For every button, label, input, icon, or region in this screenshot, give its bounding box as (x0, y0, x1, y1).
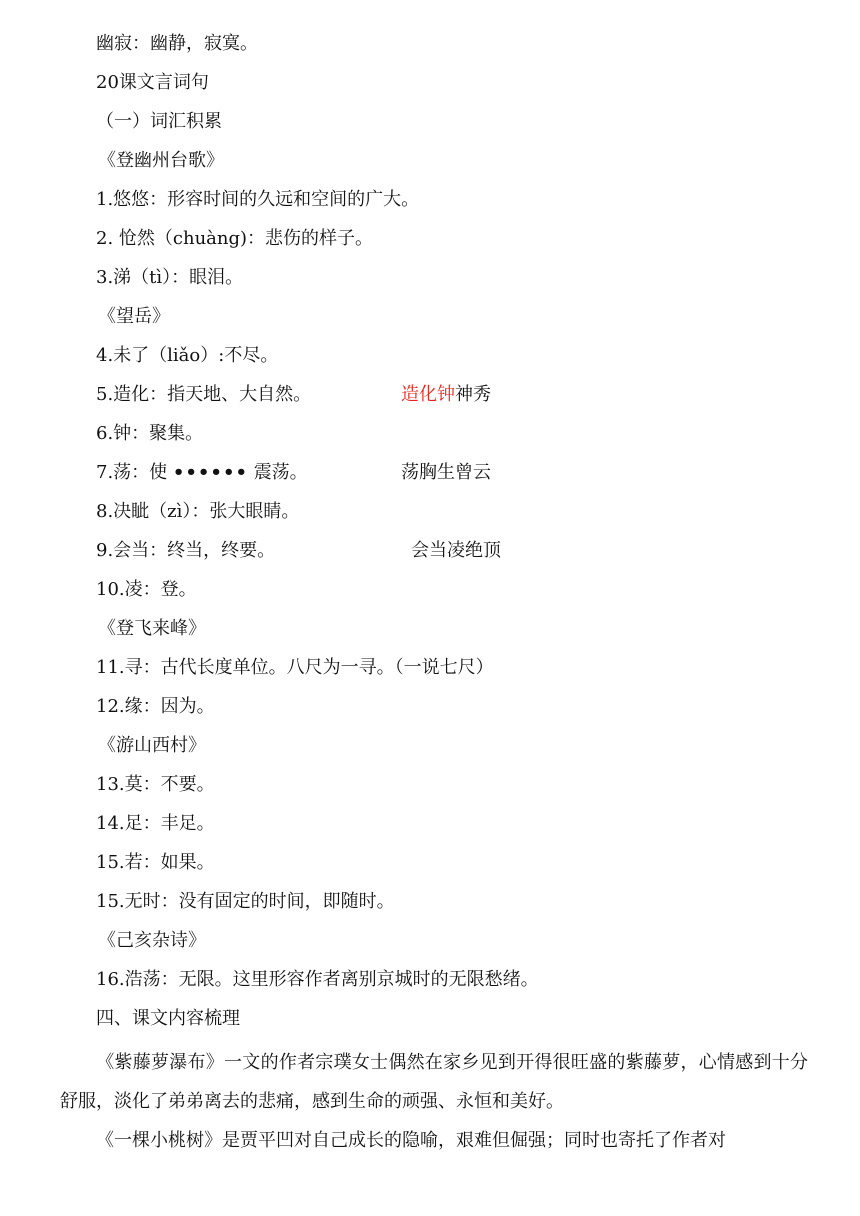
vocab-item: 10.凌：登。 (96, 579, 197, 600)
text-line: 幽寂：幽静，寂寞。 (96, 33, 258, 54)
poem-title: 《登幽州台歌》 (98, 150, 224, 171)
vocab-item (96, 459, 308, 487)
summary-paragraph (60, 1121, 808, 1160)
section-heading: 四、课文内容梳理 (96, 1008, 240, 1029)
vocab-item: 5.造化：指天地、大自然。 (96, 384, 312, 405)
vocab-item: 1.悠悠：形容时间的久远和空间的广大。 (96, 189, 420, 210)
vocab-text: 震荡。 (253, 462, 308, 483)
vocab-item: 14.足：丰足。 (96, 813, 215, 834)
paragraph-text: 《一棵小桃树》是贾平凹对自己成长的隐喻，艰难但倔强；同时也寄托了作者对 (96, 1130, 726, 1151)
vocab-item: 4.未了（liǎo）:不尽。 (96, 345, 279, 366)
vocab-item: 12.缘：因为。 (96, 696, 215, 717)
vocab-item: 9.会当：终当，终要。 (96, 540, 276, 561)
subsection-heading: （一）词汇积累 (96, 111, 222, 132)
vocab-text: 7.荡：使 (96, 462, 168, 483)
poem-title: 《望岳》 (98, 306, 170, 327)
vocab-item: 15.无时：没有固定的时间，即随时。 (96, 891, 395, 912)
summary-paragraph (60, 1043, 808, 1121)
paragraph-text: 《紫藤萝瀑布》一文的作者宗璞女士偶然在家乡见到开得很旺盛的紫藤萝，心情感到十分舒服，淡化了弟弟离去的悲痛，感到生命的顽强、永恒和美好。 (60, 1052, 808, 1112)
side-note-quote: 会当凌绝顶 (411, 540, 501, 561)
poem-title: 《己亥杂诗》 (98, 930, 206, 951)
vocab-item: 15.若：如果。 (96, 852, 215, 873)
side-note-text: 神秀 (455, 384, 491, 405)
vocab-item: 2. 怆然（chuàng)：悲伤的样子。 (96, 228, 374, 249)
vocab-item: 16.浩荡：无限。这里形容作者离别京城时的无限愁绪。 (96, 969, 539, 990)
ellipsis-dots: •••••• (172, 462, 248, 483)
vocab-item: 3.涕（tì）：眼泪。 (96, 267, 244, 288)
vocab-item: 13.莫：不要。 (96, 774, 215, 795)
section-heading: 20课文言词句 (96, 72, 209, 93)
side-note-quote (401, 381, 491, 409)
vocab-item: 6.钟：聚集。 (96, 423, 204, 444)
vocab-item: 8.决眦（zì）：张大眼睛。 (96, 501, 300, 522)
poem-title: 《游山西村》 (98, 735, 206, 756)
highlight-text: 造化钟 (401, 384, 455, 405)
side-note-quote: 荡胸生曾云 (401, 462, 491, 483)
poem-title: 《登飞来峰》 (98, 618, 206, 639)
vocab-item: 11.寻：古代长度单位。八尺为一寻。（一说七尺） (96, 657, 494, 678)
